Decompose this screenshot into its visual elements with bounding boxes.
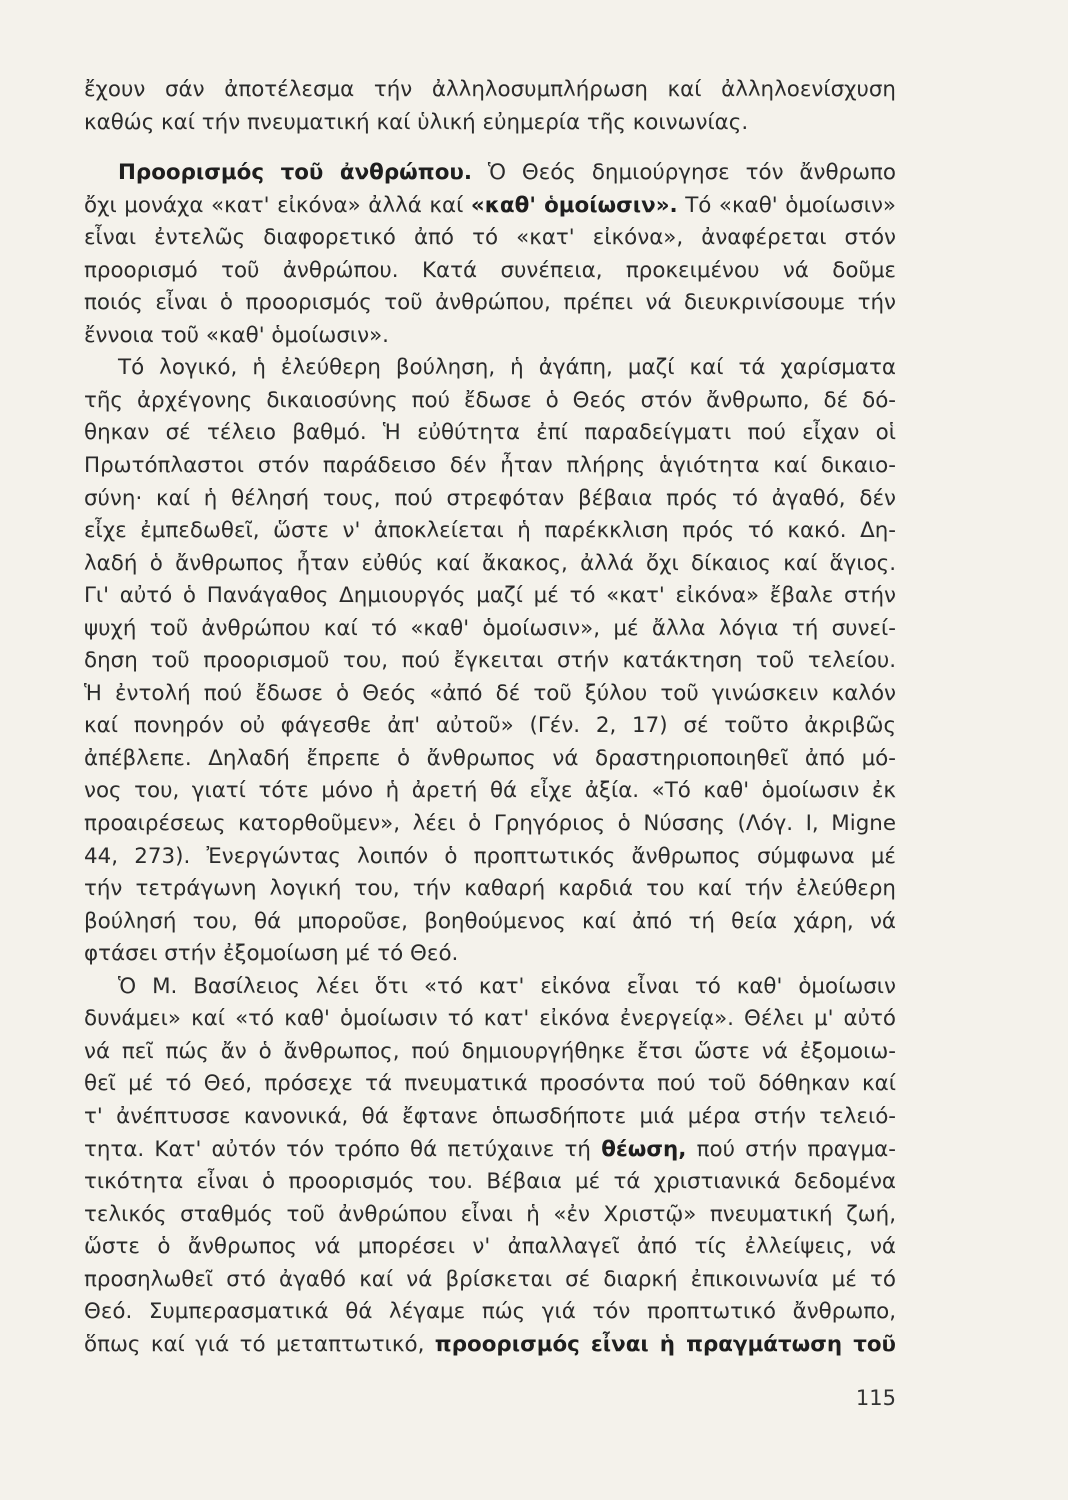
text-line: ποιός εἶναι ὁ προορισμός τοῦ ἀνθρώπου, πρέπει νά διευκρινίσουμε τήν	[84, 290, 896, 316]
page-number: 115	[855, 1386, 896, 1410]
text-line: νά πεῖ πώς ἄν ὁ ἄνθρωπος, πού δημιουργήθηκε ἔτσι ὥστε νά ἐξομοιω-	[84, 1038, 896, 1064]
text-line: 44, 273). Ἐνεργώντας λοιπόν ὁ προπτωτικός ἄνθρωπος σύμφωνα μέ	[84, 843, 896, 869]
line-start: ὄχι μονάχα «κατ' εἰκόνα» ἀλλά καί	[84, 192, 471, 218]
line-rest: Τό «καθ' ὁμοίωσιν»	[677, 192, 896, 218]
paragraph-gap	[84, 139, 896, 157]
text-line: τικότητα εἶναι ὁ προορισμός του. Βέβαια μέ τά χριστιανικά δεδομένα	[84, 1169, 896, 1195]
text-line: προαιρέσεως κατορθοῦμεν», λέει ὁ Γρηγόριος ὁ Νύσσης (Λόγ. Ι, Migne	[84, 811, 896, 837]
text-line: Πρωτόπλαστοι στόν παράδεισο δέν ἦταν πλήρης ἁγιότητα καί δικαιο-	[84, 453, 896, 479]
heading-continuation: Ὁ Θεός δημιούργησε τόν ἄνθρωπο	[471, 160, 896, 186]
text-line: θηκαν σέ τέλειο βαθμό. Ἡ εὐθύτητα ἐπί παραδείγματι πού εἶχαν οἱ	[84, 420, 896, 446]
text-line: τ' ἀνέπτυσσε κανονικά, θά ἔφτανε ὁπωσδήποτε μιά μέρα στήν τελειό-	[84, 1103, 896, 1129]
text-line: καί πονηρόν οὐ φάγεσθε ἀπ' αὐτοῦ» (Γέν. 2, 17) σέ τοῦτο ἀκριβῶς	[84, 713, 896, 739]
text-line: δηση τοῦ προορισμοῦ του, πού ἔγκειται στήν κατάκτηση τοῦ τελείου.	[84, 648, 896, 674]
text-line	[84, 190, 896, 223]
text-line: Ἡ ἐντολή πού ἔδωσε ὁ Θεός «ἀπό δέ τοῦ ξύλου τοῦ γινώσκειν καλόν	[84, 680, 896, 706]
bold-conclusion: προορισμός εἶναι ἡ πραγμάτωση τοῦ	[434, 1331, 896, 1357]
text-line: Τό λογικό, ἡ ἐλεύθερη βούληση, ἡ ἀγάπη, μαζί καί τά χαρίσματα	[118, 355, 896, 381]
section-heading: Προορισμός τοῦ ἀνθρώπου.	[118, 160, 472, 186]
text-line: τήν τετράγωνη λογική του, τήν καθαρή καρδιά του καί τήν ἐλεύθερη	[84, 876, 896, 902]
text-line: ἔχουν σάν ἀποτέλεσμα τήν ἀλληλοσυμπλήρωση καί ἀλληλοενίσχυση	[84, 77, 896, 102]
text-line	[84, 1134, 896, 1167]
line-start: τητα. Κατ' αὐτόν τόν τρόπο θά πετύχαινε τή	[84, 1136, 602, 1162]
text-line: δυνάμει» καί «τό καθ' ὁμοίωσιν τό κατ' εἰκόνα ἐνεργείᾳ». Θέλει μ' αὐτό	[84, 1006, 896, 1032]
text-line: ἀπέβλεπε. Δηλαδή ἔπρεπε ὁ ἄνθρωπος νά δραστηριοποιηθεῖ ἀπό μό-	[84, 745, 896, 771]
bold-term: «καθ' ὁμοίωσιν».	[470, 192, 678, 218]
text-line: σύνη· καί ἡ θέλησή τους, πού στρεφόταν βέβαια πρός τό ἀγαθό, δέν	[84, 485, 896, 511]
text-line: προορισμό τοῦ ἀνθρώπου. Κατά συνέπεια, προκειμένου νά δοῦμε	[84, 257, 896, 283]
text-line: Ὁ Μ. Βασίλειος λέει ὅτι «τό κατ' εἰκόνα εἶναι τό καθ' ὁμοίωσιν	[118, 973, 896, 999]
text-line: ψυχή τοῦ ἀνθρώπου καί τό «καθ' ὁμοίωσιν», μέ ἄλλα λόγια τή συνεί-	[84, 615, 896, 641]
text-line: βούλησή του, θά μποροῦσε, βοηθούμενος καί ἀπό τή θεία χάρη, νά	[84, 908, 896, 934]
body-text	[84, 74, 896, 1361]
text-line	[84, 1329, 896, 1362]
text-line: εἶναι ἐντελῶς διαφορετικό ἀπό τό «κατ' εἰκόνα», ἀναφέρεται στόν	[84, 225, 896, 251]
text-line: καθώς καί τήν πνευματική καί ὑλική εὐημερία τῆς κοινωνίας.	[84, 109, 749, 135]
text-line: ὥστε ὁ ἄνθρωπος νά μπορέσει ν' ἀπαλλαγεῖ ἀπό τίς ἐλλείψεις, νά	[84, 1234, 896, 1260]
text-line: φτάσει στήν ἐξομοίωση μέ τό Θεό.	[84, 941, 459, 967]
text-line: λαδή ὁ ἄνθρωπος ἦταν εὐθύς καί ἄκακος, ἀλλά ὄχι δίκαιος καί ἅγιος.	[84, 550, 896, 576]
text-line: Γι' αὐτό ὁ Πανάγαθος Δημιουργός μαζί μέ τό «κατ' εἰκόνα» ἔβαλε στήν	[84, 583, 896, 609]
line-rest: πού στήν πραγμα-	[686, 1136, 896, 1162]
text-line: θεῖ μέ τό Θεό, πρόσεχε τά πνευματικά προσόντα πού τοῦ δόθηκαν καί	[84, 1071, 896, 1097]
text-line: Θεό. Συμπερασματικά θά λέγαμε πώς γιά τόν προπτωτικό ἄνθρωπο,	[84, 1299, 896, 1325]
section-heading-line	[84, 157, 896, 190]
text-line: ἔννοια τοῦ «καθ' ὁμοίωσιν».	[84, 322, 389, 348]
bold-term-theosis: θέωση,	[601, 1136, 687, 1162]
text-line: εἶχε ἐμπεδωθεῖ, ὥστε ν' ἀποκλείεται ἡ παρέκκλιση πρός τό κακό. Δη-	[84, 518, 896, 544]
text-line: νος του, γιατί τότε μόνο ἡ ἀρετή θά εἶχε ἀξία. «Τό καθ' ὁμοίωσιν ἐκ	[84, 778, 896, 804]
text-line: τῆς ἀρχέγονης δικαιοσύνης πού ἔδωσε ὁ Θεός στόν ἄνθρωπο, δέ δό-	[84, 387, 896, 413]
line-start: ὅπως καί γιά τό μεταπτωτικό,	[84, 1331, 435, 1357]
text-line: προσηλωθεῖ στό ἀγαθό καί νά βρίσκεται σέ διαρκή ἐπικοινωνία μέ τό	[84, 1266, 896, 1292]
text-line: τελικός σταθμός τοῦ ἀνθρώπου εἶναι ἡ «ἐν Χριστῷ» πνευματική ζωή,	[84, 1201, 896, 1227]
